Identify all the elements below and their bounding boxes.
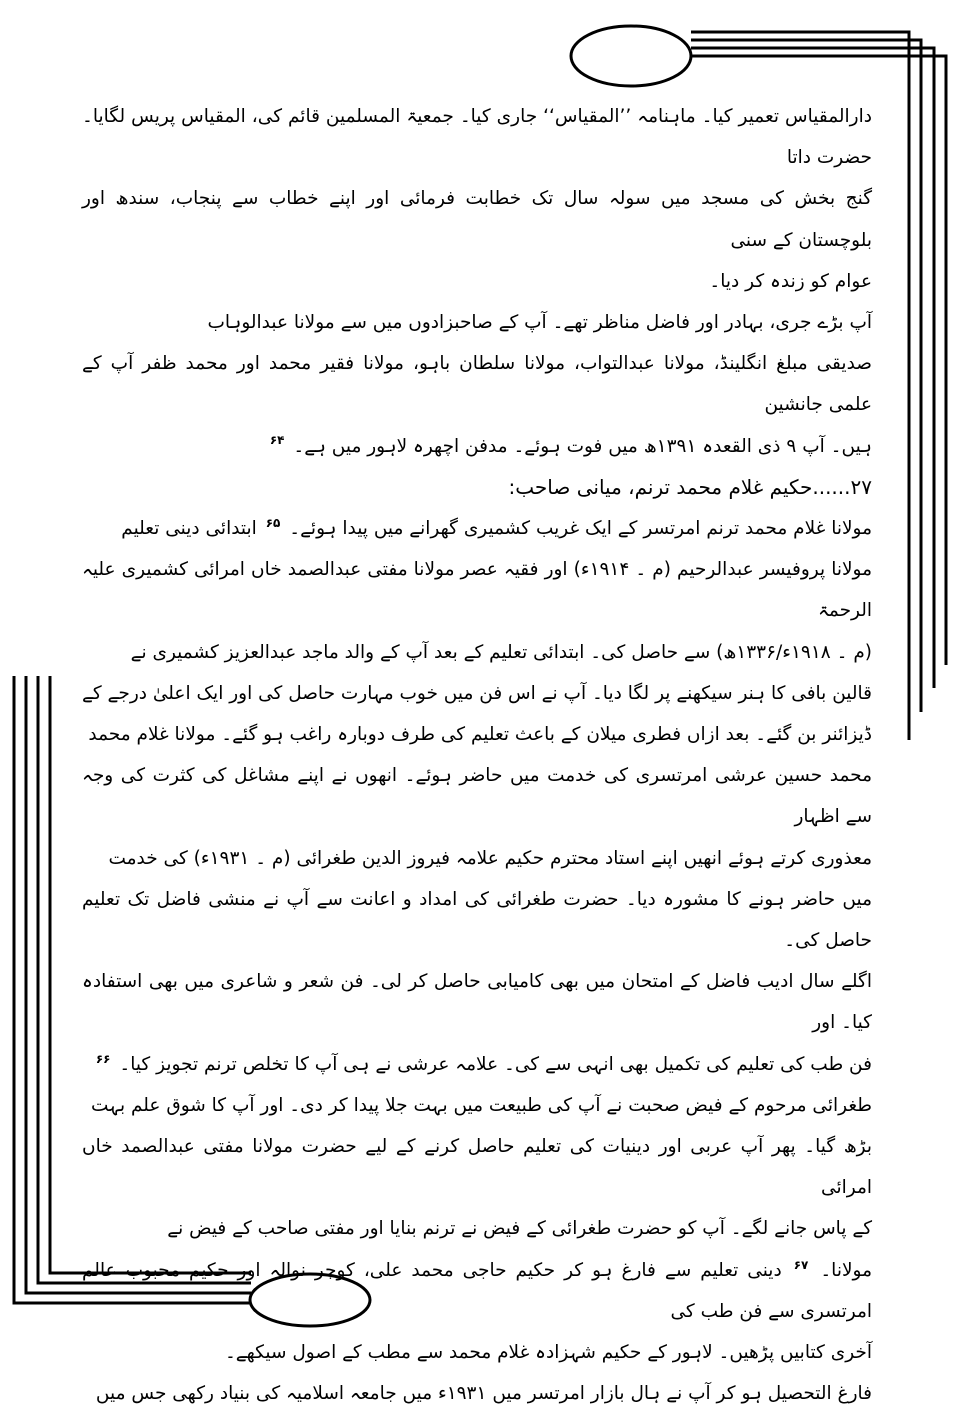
text-line: (م ۔ ۱۹۱۸ء/۱۳۳۶ھ) سے حاصل کی۔ ابتدائی تعلیم کے بعد آپ کے والد ماجد عبدالعزیز کشمیری نے [130, 641, 872, 663]
paragraph-4 [82, 1085, 872, 1373]
text-line: ہیں۔ آپ ۹ ذی القعدہ ۱۳۹۱ھ میں فوت ہوئے۔ مدفن اچھرہ لاہور میں ہے۔ [293, 435, 872, 457]
paragraph-2 [82, 302, 872, 467]
text-line: دارالمقیاس تعمیر کیا۔ ماہنامہ ’’المقیاس‘‘ جاری کیا۔ جمعیۃ المسلمین قائم کی، المقیاس پریس لگایا۔ حضرت داتا [82, 106, 872, 169]
text-line: گنج بخش کی مسجد میں سولہ سال تک خطابت فرمائی اور اپنے خطاب سے پنجاب، سندھ اور بلوچستان کے سنی [82, 188, 872, 251]
section-heading: ۲۷......حکیم غلام محمد ترنم، میانی صاحب: [508, 474, 872, 499]
footnote-ref: ۶۵ [265, 515, 281, 530]
footnote-ref: ۶۶ [95, 1051, 111, 1066]
text-line: مولانا پروفیسر عبدالرحیم (م ۔ ۱۹۱۴ء) اور فقیہ عصر مولانا مفتی عبدالصمد خاں امرائی کشمیری علیہ الرحمۃ [82, 559, 873, 622]
text-line: آپ بڑے جری، بہادر اور فاضل مناظر تھے۔ آپ کے صاحبزادوں میں سے مولانا عبدالوہاب [207, 312, 872, 334]
footnote-ref: ۶۴ [269, 433, 285, 448]
text-line: کے پاس جانے لگے۔ آپ کو حضرت طغرائی کے فیض نے ترنم بنایا اور مفتی صاحب کے فیض نے [167, 1218, 872, 1240]
text-line: فارغ التحصیل ہو کر آپ نے ہال بازار امرتسر میں ۱۹۳۱ء میں جامعہ اسلامیہ کی بنیاد رکھی جس میں [95, 1383, 872, 1405]
text-line: مولانا غلام محمد ترنم امرتسر کے ایک غریب کشمیری گھرانے میں پیدا ہوئے۔ [289, 518, 872, 540]
paragraph-5 [82, 1373, 872, 1414]
text-line: مولانا۔ [820, 1259, 872, 1281]
text-line: صدیقی مبلغ انگلینڈ، مولانا عبدالتواب، مولانا سلطان باہو، مولانا فقیر محمد اور محمد ظفر آپ کے علمی جانشین [82, 353, 872, 416]
paragraph-3 [82, 508, 872, 1085]
text-line: عوام کو زندہ کر دیا۔ [709, 270, 872, 292]
text-line: آخری کتابیں پڑھیں۔ لاہور کے حکیم شہزادہ غلام محمد سے مطب کے اصول سیکھے۔ [224, 1342, 872, 1364]
text-line: قالین بافی کا ہنر سیکھنے پر لگا دیا۔ آپ نے اس فن میں خوب مہارت حاصل کی اور ایک اعلیٰ درجے کے [82, 682, 872, 704]
text-line: اگلے سال ادیب فاضل کے امتحان میں بھی کامیابی حاصل کر لی۔ فن شعر و شاعری میں بھی استفادہ کیا۔ اور [82, 971, 872, 1034]
urdu-page-body [82, 96, 873, 1405]
text-line: معذوری کرتے ہوئے انھیں اپنے استاد محترم حکیم علامہ فیروز الدین طغرائی (م ۔ ۱۹۳۱ء) کی خدمت [108, 847, 872, 869]
text-line: محمد حسین عرشی امرتسری کی خدمت میں حاضر ہوئے۔ انھوں نے اپنے مشاغل کی کثرت کی وجہ سے اظہار [82, 765, 872, 828]
text-line: فن طب کی تعلیم کی تکمیل بھی انہی سے کی۔ علامہ عرشی نے ہی آپ کا تخلص ترنم تجویز کیا۔ [119, 1053, 872, 1075]
text-line: ڈیزائنر بن گئے۔ بعد ازاں فطری میلان کے باعث تعلیم کی طرف دوبارہ راغب ہو گئے۔ مولانا غلام محمد [88, 724, 872, 746]
text-line: طغرائی مرحوم کے فیض صحبت نے آپ کی طبیعت میں بہت جلا پیدا کر دی۔ اور آپ کا شوق علم بہت [90, 1094, 872, 1116]
text-line: بڑھ گیا۔ پھر آپ عربی اور دینیات کی تعلیم حاصل کرنے کے لیے حضرت مولانا مفتی عبدالصمد خاں امرائی [82, 1136, 872, 1199]
text-line: ابتدائی دینی تعلیم [121, 518, 257, 540]
paragraph-1 [82, 96, 872, 302]
top-oval-ornament [571, 26, 691, 86]
footnote-ref: ۶۷ [793, 1257, 809, 1272]
text-line: دینی تعلیم سے فارغ ہو کر حکیم حاجی محمد علی، کوجر نوالہ اور حکیم محبوب عالم امرتسری سے فن طب کی [82, 1259, 872, 1322]
text-line: میں حاضر ہونے کا مشورہ دیا۔ حضرت طغرائی کی امداد و اعانت سے آپ نے منشی فاضل تک تعلیم حاصل کی۔ [82, 888, 872, 952]
